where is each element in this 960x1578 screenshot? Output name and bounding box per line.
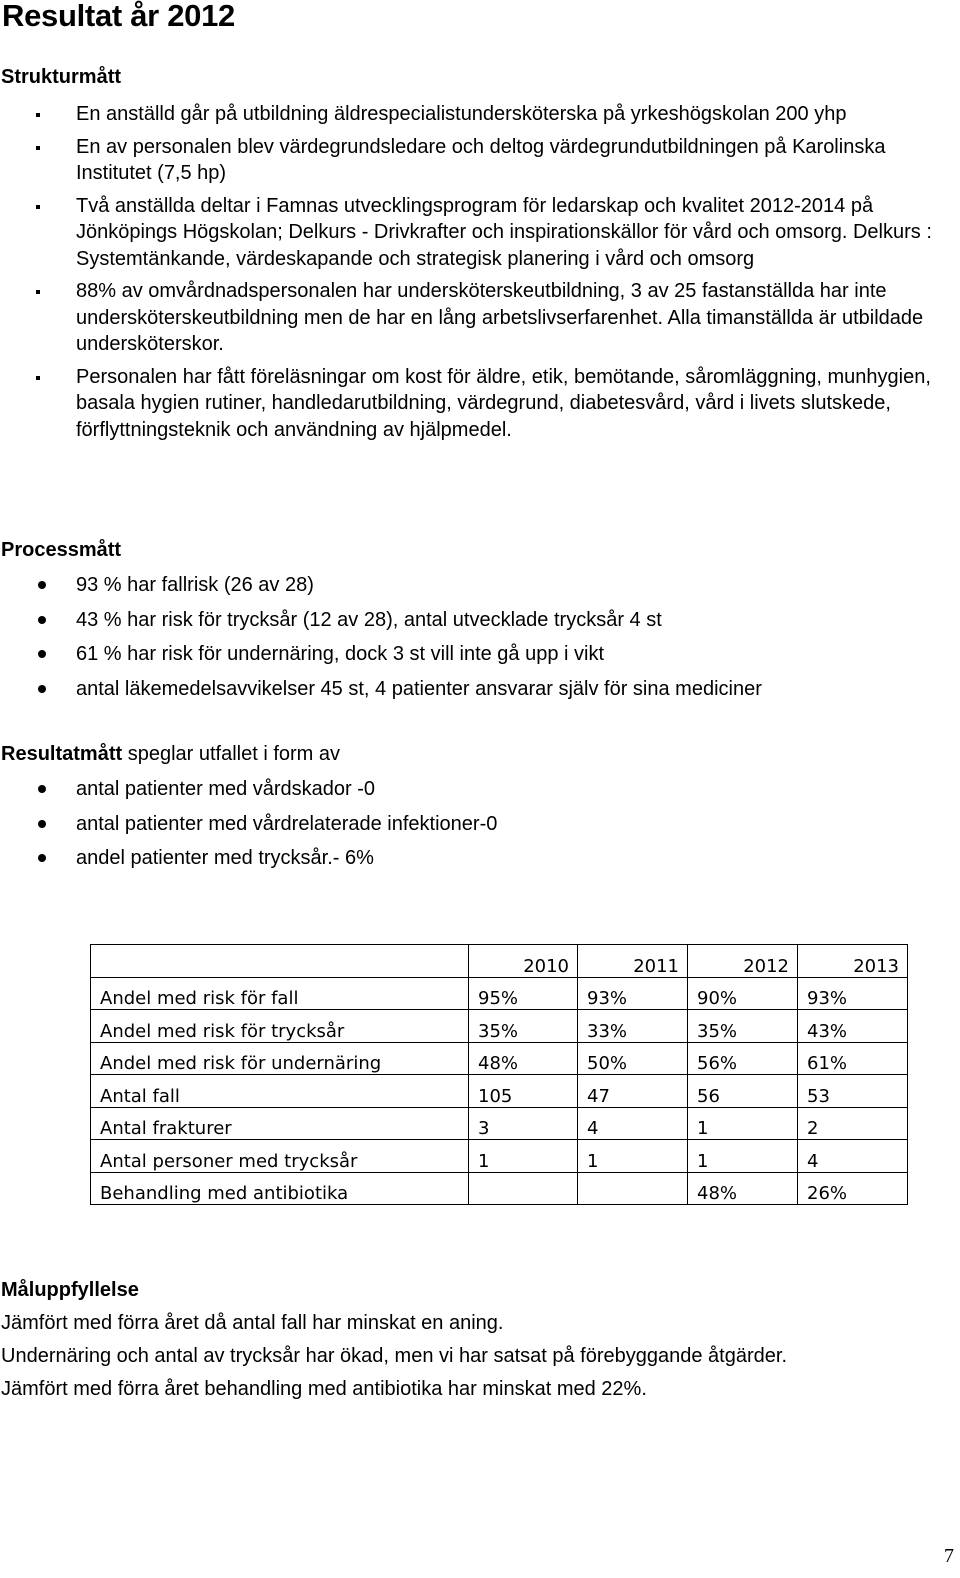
table-cell <box>469 1172 578 1205</box>
conclusion-line: Jämfört med förra året behandling med antibiotika har minskat med 22%. <box>1 1378 647 1400</box>
table-row <box>91 1172 908 1205</box>
table-row <box>91 1010 908 1043</box>
struktur-list <box>0 101 945 443</box>
list-item: 88% av omvårdnadspersonalen har undersköterskeutbildning, 3 av 25 fastanställda har inte undersköterskeutbildning men de har en lång arbetslivserfarenhet. Alla timanställda är utbildade undersköterskor. <box>0 278 945 358</box>
table-row-label: Andel med risk för fall <box>91 977 469 1010</box>
bullet-icon <box>36 113 40 117</box>
table-row-label: Andel med risk för trycksår <box>91 1010 469 1043</box>
table-row <box>91 977 908 1010</box>
table-cell: 56% <box>688 1042 798 1075</box>
bullet-icon <box>38 616 46 624</box>
list-item: antal patienter med vårdskador -0 <box>0 772 945 807</box>
table-cell: 1 <box>688 1140 798 1173</box>
table-header-cell: 2013 <box>798 945 908 978</box>
table-cell: 95% <box>469 977 578 1010</box>
table-cell <box>91 945 469 978</box>
table-cell: 50% <box>578 1042 688 1075</box>
list-item: Personalen har fått föreläsningar om kost för äldre, etik, bemötande, såromläggning, munhygien, basala hygien rutiner, handledarutbildning, värdegrund, diabetesvård, vård i livets slutskede, förflyttningsteknik och användning av hjälpmedel. <box>0 364 945 444</box>
table-cell: 48% <box>469 1042 578 1075</box>
table-row-label: Antal fall <box>91 1075 469 1108</box>
table-row-label: Antal personer med trycksår <box>91 1140 469 1173</box>
table-cell: 1 <box>469 1140 578 1173</box>
bullet-icon <box>38 581 46 589</box>
table-cell: 90% <box>688 977 798 1010</box>
table-cell: 48% <box>688 1172 798 1205</box>
bullet-icon <box>38 820 46 828</box>
list-item: Två anställda deltar i Famnas utvecklingsprogram för ledarskap och kvalitet 2012-2014 på Jönköpings Högskolan; Delkurs - Drivkrafter och inspirationskällor för vård och omsorg. Delkurs : Systemtänkande, värdeskapande och strategisk planering i vård och omsorg <box>0 193 945 273</box>
table-cell: 56 <box>688 1075 798 1108</box>
table-header-cell: 2010 <box>469 945 578 978</box>
bullet-icon <box>38 854 46 862</box>
table-header-cell: 2012 <box>688 945 798 978</box>
results-table <box>90 944 908 1205</box>
table-cell: 43% <box>798 1010 908 1043</box>
list-item: andel patienter med trycksår.- 6% <box>0 841 945 876</box>
page-title: Resultat år 2012 <box>2 0 235 33</box>
table-cell <box>578 1172 688 1205</box>
bullet-icon <box>36 146 40 150</box>
table-cell: 61% <box>798 1042 908 1075</box>
table-row <box>91 1107 908 1140</box>
resultat-list <box>0 772 945 876</box>
maluppfyllelse-heading: Måluppfyllelse <box>1 1279 139 1301</box>
table-cell: 4 <box>798 1140 908 1173</box>
table-cell: 35% <box>688 1010 798 1043</box>
list-item: antal läkemedelsavvikelser 45 st, 4 patienter ansvarar själv för sina mediciner <box>0 672 945 707</box>
table-cell: 105 <box>469 1075 578 1108</box>
bullet-icon <box>38 650 46 658</box>
table-row-label: Andel med risk för undernäring <box>91 1042 469 1075</box>
resultat-heading: Resultatmått speglar utfallet i form av <box>1 743 341 765</box>
table-cell: 33% <box>578 1010 688 1043</box>
table-cell: 93% <box>798 977 908 1010</box>
conclusion-line: Undernäring och antal av trycksår har ökad, men vi har satsat på förebyggande åtgärder. <box>1 1345 788 1367</box>
table-row-label: Behandling med antibiotika <box>91 1172 469 1205</box>
list-item: 93 % har fallrisk (26 av 28) <box>0 568 945 603</box>
list-item: En av personalen blev värdegrundsledare och deltog värdegrundutbildningen på Karolinska Institutet (7,5 hp) <box>0 134 945 187</box>
table-header-row <box>91 945 908 978</box>
conclusion-line: Jämfört med förra året då antal fall har minskat en aning. <box>1 1312 504 1334</box>
bullet-icon <box>36 376 40 380</box>
table-cell: 53 <box>798 1075 908 1108</box>
list-item: 61 % har risk för undernäring, dock 3 st vill inte gå upp i vikt <box>0 637 945 672</box>
page-number: 7 <box>944 1545 954 1567</box>
bullet-icon <box>36 290 40 294</box>
list-item: antal patienter med vårdrelaterade infektioner-0 <box>0 807 945 842</box>
list-item: En anställd går på utbildning äldrespecialistundersköterska på yrkeshögskolan 200 yhp <box>0 101 945 128</box>
table-cell: 1 <box>578 1140 688 1173</box>
table-row <box>91 1042 908 1075</box>
table-cell: 26% <box>798 1172 908 1205</box>
table-row <box>91 1075 908 1108</box>
table-cell: 93% <box>578 977 688 1010</box>
process-list <box>0 568 945 706</box>
bullet-icon <box>38 685 46 693</box>
table-row-label: Antal frakturer <box>91 1107 469 1140</box>
list-item: 43 % har risk för trycksår (12 av 28), antal utvecklade trycksår 4 st <box>0 603 945 638</box>
bullet-icon <box>38 785 46 793</box>
bullet-icon <box>36 205 40 209</box>
table-cell: 4 <box>578 1107 688 1140</box>
struktur-heading: Strukturmått <box>1 66 122 88</box>
table-header-cell: 2011 <box>578 945 688 978</box>
table-row <box>91 1140 908 1173</box>
table-cell: 35% <box>469 1010 578 1043</box>
table-cell: 2 <box>798 1107 908 1140</box>
process-heading: Processmått <box>1 539 122 561</box>
table-cell: 47 <box>578 1075 688 1108</box>
table-cell: 3 <box>469 1107 578 1140</box>
table-cell: 1 <box>688 1107 798 1140</box>
